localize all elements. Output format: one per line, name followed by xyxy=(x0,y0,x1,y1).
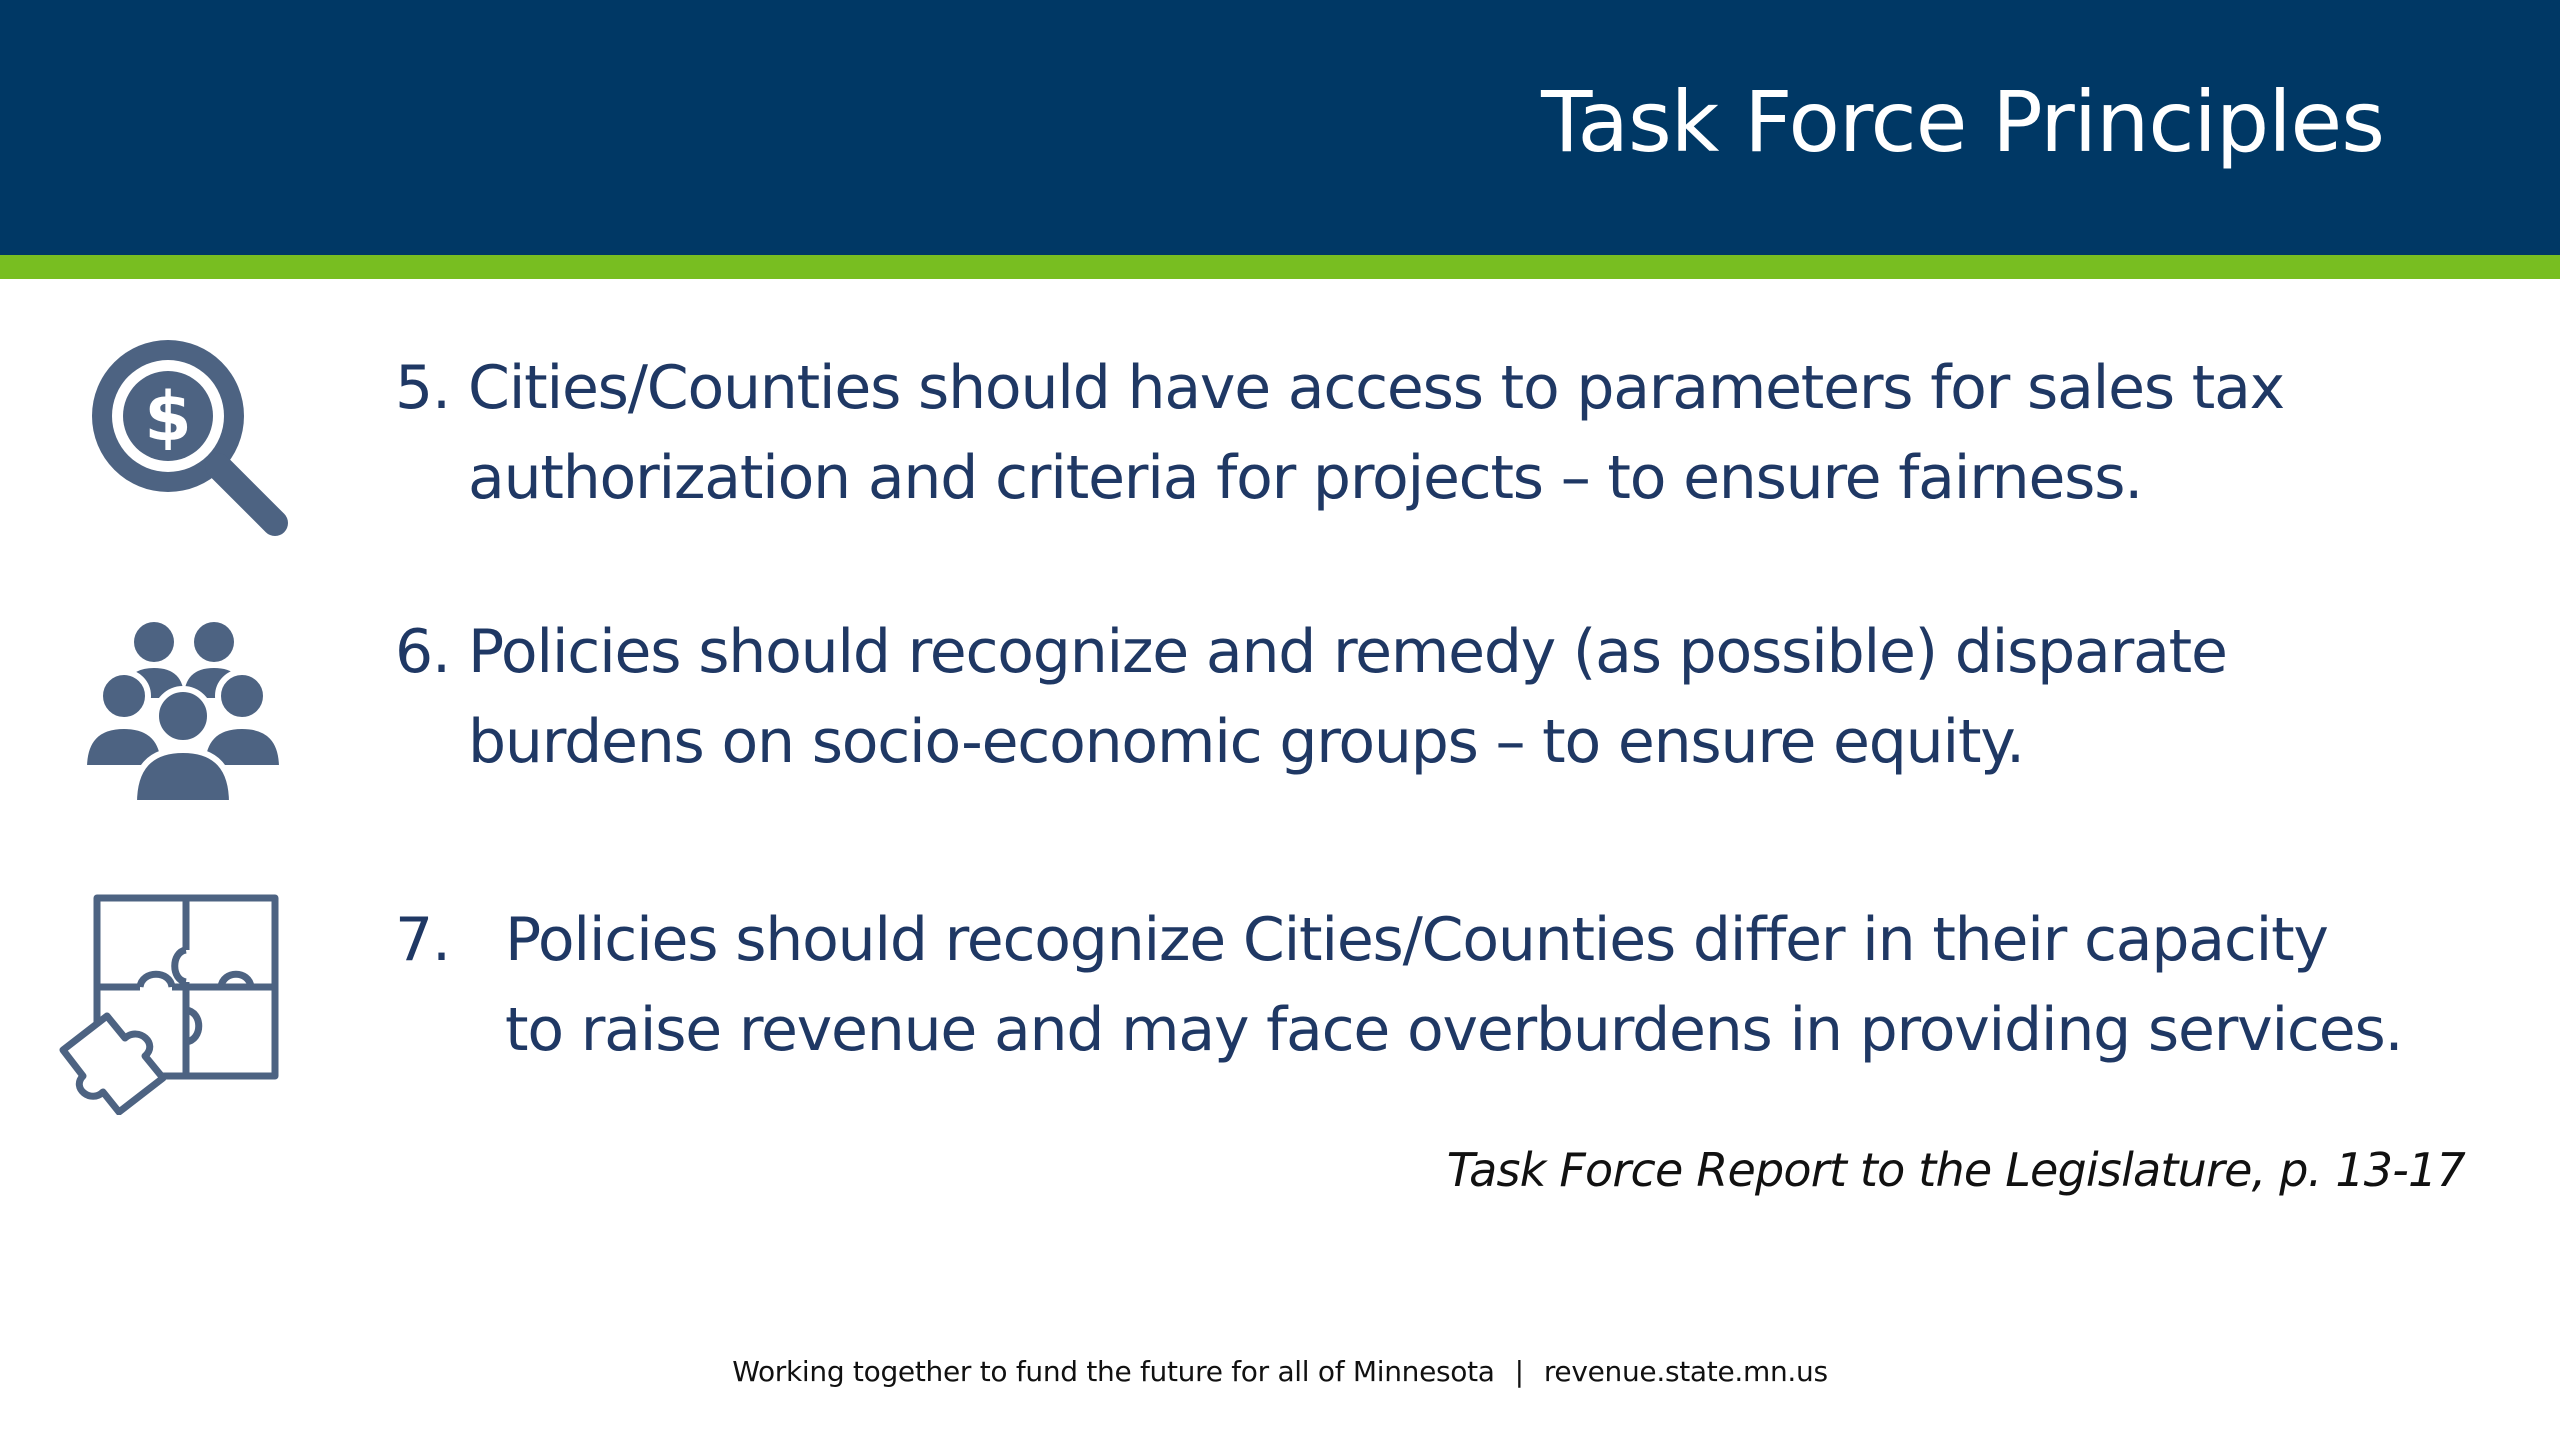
citation: Task Force Report to the Legislature, p. 13-17 xyxy=(1446,1143,2465,1197)
footer-website: revenue.state.mn.us xyxy=(1543,1355,1828,1388)
principle-text-line: authorization and criteria for projects – to ensure fairness. xyxy=(468,443,2143,513)
principle-text-line: Policies should recognize Cities/Counties differ in their capacity xyxy=(505,905,2328,975)
people-group-icon xyxy=(82,618,292,808)
principle-text-line: burdens on socio-economic groups – to ensure equity. xyxy=(468,707,2024,777)
header-accent-stripe xyxy=(0,255,2560,279)
slide-title: Task Force Principles xyxy=(1541,73,2384,171)
principle-number: 6. xyxy=(395,617,450,687)
principle-text-line: Policies should recognize and remedy (as possible) disparate xyxy=(468,617,2227,687)
footer xyxy=(0,1352,2560,1392)
principle-text-line: to raise revenue and may face overburdens in providing services. xyxy=(505,995,2403,1065)
svg-text:$: $ xyxy=(144,378,192,457)
money-search-icon xyxy=(80,328,300,548)
principle-text-line: Cities/Counties should have access to parameters for sales tax xyxy=(468,353,2284,423)
puzzle-pieces-icon xyxy=(55,890,285,1115)
principle-number: 7. xyxy=(395,905,450,975)
footer-tagline: Working together to fund the future for all of Minnesota xyxy=(732,1355,1495,1388)
principle-5 xyxy=(395,343,2284,523)
footer-separator: | xyxy=(1514,1355,1524,1388)
principle-6 xyxy=(395,607,2227,787)
principle-7 xyxy=(395,895,2402,1075)
principle-number: 5. xyxy=(395,353,450,423)
